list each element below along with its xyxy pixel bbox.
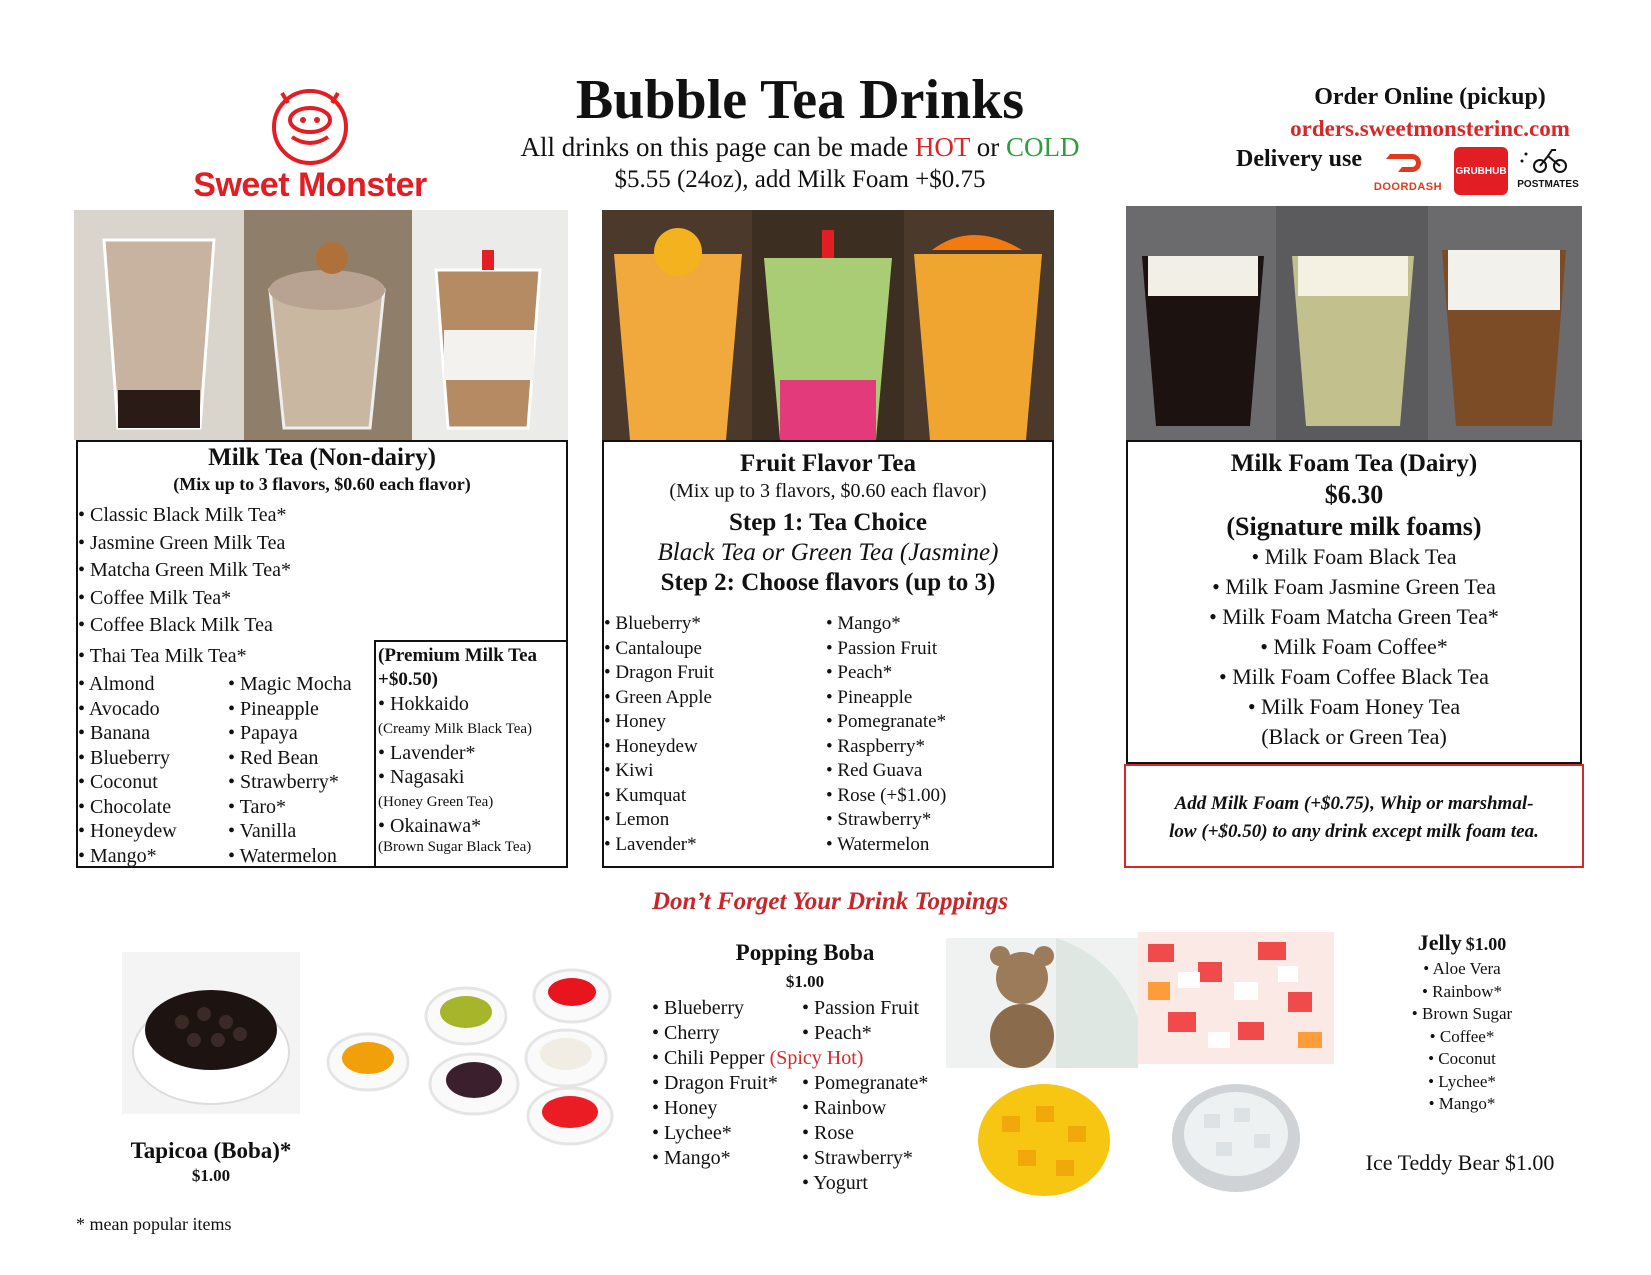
list-item: • Red Guava [826,759,946,784]
list-item: • Coconut [78,770,177,795]
milk-tea-flavors-col1 [78,672,177,868]
list-item: • Milk Foam Coffee Black Tea [1128,662,1580,692]
coconut-jelly-photo [1168,1078,1304,1196]
fruit-flavors-col2 [826,612,946,857]
list-item: • Pineapple [826,686,946,711]
premium-title: (Premium Milk Tea +$0.50) [378,645,538,690]
list-item: • Strawberry* [802,1146,928,1171]
list-item: • Classic Black Milk Tea* [78,502,291,530]
list-item: • Avocado [78,697,177,722]
list-item: • Coffee Milk Tea* [78,585,291,613]
postmates-icon [1516,146,1580,174]
list-item: • Passion Fruit [826,637,946,662]
list-item: • Strawberry* [826,808,946,833]
add-ons-note: Add Milk Foam (+$0.75), Whip or marshmal- low (+$0.50) to any drink except milk foam tea. [1124,764,1584,868]
tapioca-price: $1.00 [191,1166,231,1185]
list-item: • Milk Foam Coffee* [1128,632,1580,662]
list-item: • Rose (+$1.00) [826,784,946,809]
list-item: • Pineapple [228,697,352,722]
step-2-title: Step 2: Choose flavors (up to 3) [660,569,996,596]
postmates-logo[interactable]: POSTMATES [1516,146,1580,192]
list-item: • Jasmine Green Milk Tea [78,530,291,558]
list-item: • Lychee* [1372,1071,1552,1094]
list-item: • Vanilla [228,819,352,844]
milk-foam-photos [1126,206,1582,440]
list-item: • Peach* [802,1021,928,1046]
page-title: Bubble Tea Drinks [575,69,1025,131]
fruit-tea-panel [602,440,1054,868]
list-item: • Passion Fruit [802,996,928,1021]
list-item: • Coffee* [1372,1026,1552,1049]
list-item: • Okainawa* [378,814,566,839]
mango-jelly-photo [972,1076,1116,1200]
milk-tea-title: Milk Tea (Non-dairy) [208,444,436,471]
list-item: • Lemon [604,808,714,833]
rainbow-jelly-photo [1138,932,1334,1064]
list-item: • Mango* [1372,1093,1552,1116]
milk-tea-main-list [78,502,291,671]
step-1-title: Step 1: Tea Choice [729,509,927,536]
list-item: • Rainbow [802,1096,928,1121]
hot-label: HOT [914,132,970,162]
list-item: • Watermelon [228,844,352,869]
list-item: • Dragon Fruit* [652,1071,863,1096]
list-item: • Mango* [652,1146,863,1171]
list-item: • Papaya [228,721,352,746]
list-item: • Cherry [652,1021,863,1046]
ice-teddy-bear-label: Ice Teddy Bear $1.00 [1365,1150,1555,1175]
cold-label: COLD [1005,132,1080,162]
milk-foam-subtitle: (Signature milk foams) [1226,512,1482,541]
milk-foam-list [1128,542,1580,752]
doordash-icon [1368,150,1448,176]
ice-teddy-bear-photo [946,938,1138,1068]
list-item: • Watermelon [826,833,946,858]
spicy-note: (Spicy Hot) [769,1047,864,1069]
list-item: • Raspberry* [826,735,946,760]
list-item: • Rose [802,1121,928,1146]
list-item: • Honeydew [78,819,177,844]
grubhub-logo[interactable]: GRUBHUB [1454,147,1508,195]
jelly-list [1372,958,1552,1116]
list-item: • Milk Foam Honey Tea [1128,692,1580,722]
milk-foam-note: (Black or Green Tea) [1261,724,1447,749]
jelly-price: $1.00 [1465,934,1507,954]
list-item: • Cantaloupe [604,637,714,662]
list-item: • Mango* [826,612,946,637]
list-item: • Matcha Green Milk Tea* [78,557,291,585]
milk-foam-title: Milk Foam Tea (Dairy) [1230,450,1478,477]
list-item: • Coconut [1372,1048,1552,1071]
list-item: • Blueberry [78,746,177,771]
tea-choice: Black Tea or Green Tea (Jasmine) [657,539,999,566]
fruit-tea-photos [602,210,1054,440]
popping-boba-price: $1.00 [785,972,825,991]
tapioca-title: Tapicoa (Boba)* [130,1138,292,1163]
list-item: • Thai Tea Milk Tea* [78,641,291,671]
list-item: • Taro* [228,795,352,820]
premium-list [376,692,566,856]
fruit-tea-subtitle: (Mix up to 3 flavors, $0.60 each flavor) [669,480,987,502]
popping-boba-title: Popping Boba [735,940,875,965]
toppings-title: Don’t Forget Your Drink Toppings [651,888,1009,915]
list-item: • Pomegranate* [802,1071,928,1096]
milk-foam-price: $6.30 [1324,480,1384,509]
list-item: • Red Bean [228,746,352,771]
list-item: • Yogurt [802,1171,928,1196]
list-item: • Blueberry* [604,612,714,637]
list-item: • Aloe Vera [1372,958,1552,981]
list-item: • Honey [652,1096,863,1121]
list-item: • Blueberry [652,996,863,1021]
premium-milk-tea-panel [374,640,568,868]
milk-foam-panel [1126,440,1582,764]
list-item: • Lychee* [652,1121,863,1146]
page-subtitle: All drinks on this page can be made HOT or COLD [520,132,1080,162]
milk-tea-subtitle: (Mix up to 3 flavors, $0.60 each flavor) [173,474,471,494]
premium-note: (Brown Sugar Black Tea) [378,839,532,855]
brand-name: Sweet Monster [193,166,427,204]
milk-tea-flavors-col2 [228,672,352,868]
list-item: • Rainbow* [1372,981,1552,1004]
list-item: • Coffee Black Milk Tea [78,612,291,640]
list-item: • Honeydew [604,735,714,760]
list-item: • Pomegranate* [826,710,946,735]
popular-footnote: * mean popular items [76,1214,232,1234]
list-item: • Mango* [78,844,177,869]
list-item: • Magic Mocha [228,672,352,697]
list-item: • Chocolate [78,795,177,820]
list-item: • Honey [604,710,714,735]
list-item: • Lavender* [604,833,714,858]
doordash-logo[interactable]: DOORDASH [1368,150,1448,190]
list-item: • Kumquat [604,784,714,809]
premium-note: (Creamy Milk Black Tea) [378,720,533,737]
list-item: • Nagasaki [378,765,566,790]
list-item: • Strawberry* [228,770,352,795]
fruit-tea-title: Fruit Flavor Tea [740,450,916,477]
jelly-title: Jelly $1.00 [1417,930,1507,955]
order-online-title: Order Online (pickup) [1314,84,1546,110]
list-item: • Milk Foam Black Tea [1128,542,1580,572]
list-item: • Peach* [826,661,946,686]
order-url-link[interactable]: orders.sweetmonsterinc.com [1290,116,1570,141]
list-item: • Lavender* [378,741,566,766]
list-item: • Milk Foam Matcha Green Tea* [1128,602,1580,632]
popping-boba-col2 [802,996,928,1196]
fruit-flavors-col1 [604,612,714,857]
list-item: • Hokkaido [378,692,566,717]
list-item: • Kiwi [604,759,714,784]
list-item: • Milk Foam Jasmine Green Tea [1128,572,1580,602]
list-item: • Green Apple [604,686,714,711]
list-item: • Almond [78,672,177,697]
popping-boba-photo [326,966,616,1146]
list-item: • Chili Pepper (Spicy Hot) [652,1046,863,1071]
milk-tea-photos [74,210,568,440]
tapioca-photo [122,952,300,1114]
list-item: • Brown Sugar [1372,1003,1552,1026]
delivery-label: Delivery use [1236,146,1362,172]
premium-note: (Honey Green Tea) [378,793,494,810]
base-price: $5.55 (24oz), add Milk Foam +$0.75 [614,166,986,193]
list-item: • Banana [78,721,177,746]
list-item: • Dragon Fruit [604,661,714,686]
